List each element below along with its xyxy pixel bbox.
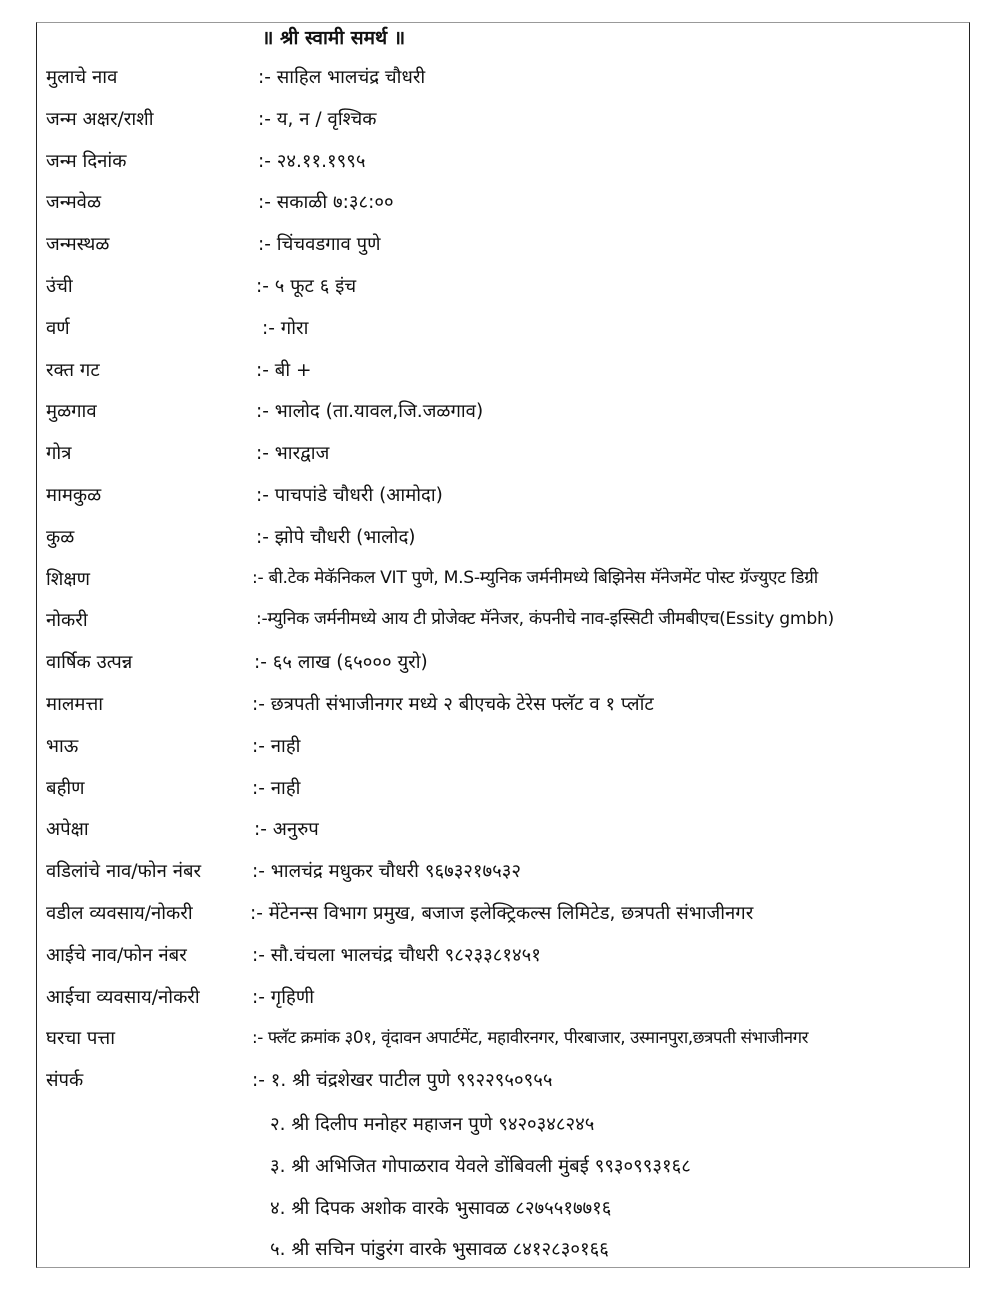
info-row — [46, 64, 965, 96]
field-value: :- १. श्री चंद्रशेखर पाटील पुणे ९९२२९५०९५५ — [252, 1070, 553, 1092]
field-label: कुळ — [46, 526, 75, 548]
field-label: बहीण — [46, 777, 85, 799]
field-label: मुळगाव — [46, 401, 97, 423]
info-row — [46, 984, 965, 1016]
field-value: :- पाचपांडे चौधरी (आमोदा) — [256, 485, 443, 506]
field-value: :- नाही — [252, 777, 301, 799]
field-value: :- भारद्वाज — [256, 443, 330, 465]
field-label: मुलाचे नाव — [46, 67, 118, 88]
info-row — [46, 315, 965, 347]
field-label: नोकरी — [46, 610, 88, 632]
info-row — [46, 649, 965, 681]
contact-line: ४. श्री दिपक अशोक वारके भुसावळ ८२७५५१७७१६ — [270, 1197, 612, 1219]
field-label: जन्मस्थळ — [46, 234, 110, 256]
info-row — [46, 900, 965, 932]
field-value: :- ६५ लाख (६५००० युरो) — [254, 652, 428, 674]
field-label: वर्ण — [46, 317, 70, 339]
info-row — [46, 775, 965, 807]
page-header: ॥ श्री स्वामी समर्थ ॥ — [262, 27, 406, 49]
info-row — [46, 942, 965, 974]
contact-line: २. श्री दिलीप मनोहर महाजन पुणे ९४२०३४८२४५ — [270, 1114, 595, 1135]
field-value: :- गोरा — [262, 317, 309, 339]
info-row — [46, 106, 965, 138]
field-value: :- भालोद (ता.यावल,जि.जळगाव) — [256, 401, 484, 423]
field-label: वडिलांचे नाव/फोन नंबर — [46, 861, 202, 883]
field-label: जन्म दिनांक — [46, 150, 127, 172]
field-label: गोत्र — [46, 443, 72, 465]
info-row — [46, 733, 965, 765]
field-value: :- अनुरुप — [254, 819, 319, 841]
info-row — [46, 273, 965, 305]
info-row — [46, 524, 965, 556]
field-value: :- झोपे चौधरी (भालोद) — [256, 526, 416, 548]
info-row — [46, 1025, 965, 1057]
field-value: :- ५ फूट ६ इंच — [256, 276, 357, 297]
field-value: :- सकाळी ७:३८:०० — [258, 192, 394, 214]
field-value: :- बी + — [256, 359, 312, 381]
field-value: :- फ्लॅट क्रमांक ३0१, वृंदावन अपार्टमेंट, महावीरनगर, पीरबाजार, उस्मानपुरा,छत्रपती संभाजीनगर — [252, 1027, 809, 1048]
info-row — [46, 357, 965, 389]
field-value: :- चिंचवडगाव पुणे — [258, 234, 381, 256]
info-row — [46, 440, 965, 472]
field-label: वार्षिक उत्पन्न — [46, 652, 133, 674]
info-row — [46, 231, 965, 263]
field-label: आईचे नाव/फोन नंबर — [46, 944, 187, 966]
info-row — [46, 691, 965, 723]
info-row — [46, 189, 965, 221]
field-value: :- मेंटेनन्स विभाग प्रमुख, बजाज इलेक्ट्रिकल्स लिमिटेड, छत्रपती संभाजीनगर — [250, 903, 754, 924]
info-row — [46, 148, 965, 180]
field-label: उंची — [46, 276, 73, 297]
info-row — [46, 398, 965, 430]
info-row — [46, 816, 965, 848]
field-value: :- गृहिणी — [252, 986, 314, 1008]
field-label: अपेक्षा — [46, 819, 89, 841]
field-value: :- साहिल भालचंद्र चौधरी — [258, 67, 426, 88]
field-label: वडील व्यवसाय/नोकरी — [46, 903, 193, 924]
field-value: :-म्युनिक जर्मनीमध्ये आय टी प्रोजेक्ट मॅनेजर, कंपनीचे नाव-इस्सिटी जीमबीएच(Essity gmbh) — [256, 609, 834, 630]
field-label: मामकुळ — [46, 485, 102, 506]
field-value: :- सौ.चंचला भालचंद्र चौधरी ९८२३३८१४५१ — [252, 944, 541, 966]
contact-line: ३. श्री अभिजित गोपाळराव येवले डोंबिवली मुंबई ९९३०९९३१६८ — [270, 1155, 691, 1177]
field-value: :- बी.टेक मेकॅनिकल VIT पुणे, M.S-म्युनिक जर्मनीमध्ये बिझिनेस मॅनेजमेंट पोस्ट ग्रॅज्युएट डिग्री — [252, 567, 818, 588]
field-label: जन्म अक्षर/राशी — [46, 108, 154, 130]
field-label: घरचा पत्ता — [46, 1028, 116, 1050]
info-row — [46, 566, 965, 598]
field-label: जन्मवेळ — [46, 192, 102, 214]
field-label: शिक्षण — [46, 568, 91, 590]
info-row — [46, 858, 965, 890]
info-row — [46, 1067, 965, 1099]
field-value: :- य, न / वृश्चिक — [258, 108, 377, 130]
field-label: संपर्क — [46, 1070, 84, 1092]
field-label: मालमत्ता — [46, 694, 104, 715]
field-label: रक्त गट — [46, 359, 100, 381]
info-row — [46, 607, 965, 639]
field-value: :- नाही — [252, 735, 301, 757]
field-value: :- २४.११.१९९५ — [258, 150, 366, 172]
field-value: :- भालचंद्र मधुकर चौधरी ९६७३२१७५३२ — [252, 861, 522, 883]
field-label: आईचा व्यवसाय/नोकरी — [46, 986, 200, 1008]
info-row — [46, 482, 965, 514]
field-label: भाऊ — [46, 735, 79, 757]
field-value: :- छत्रपती संभाजीनगर मध्ये २ बीएचके टेरेस फ्लॅट व १ प्लॉट — [252, 694, 654, 715]
contact-line: ५. श्री सचिन पांडुरंग वारके भुसावळ ८४१२८३०१६६ — [270, 1239, 609, 1261]
